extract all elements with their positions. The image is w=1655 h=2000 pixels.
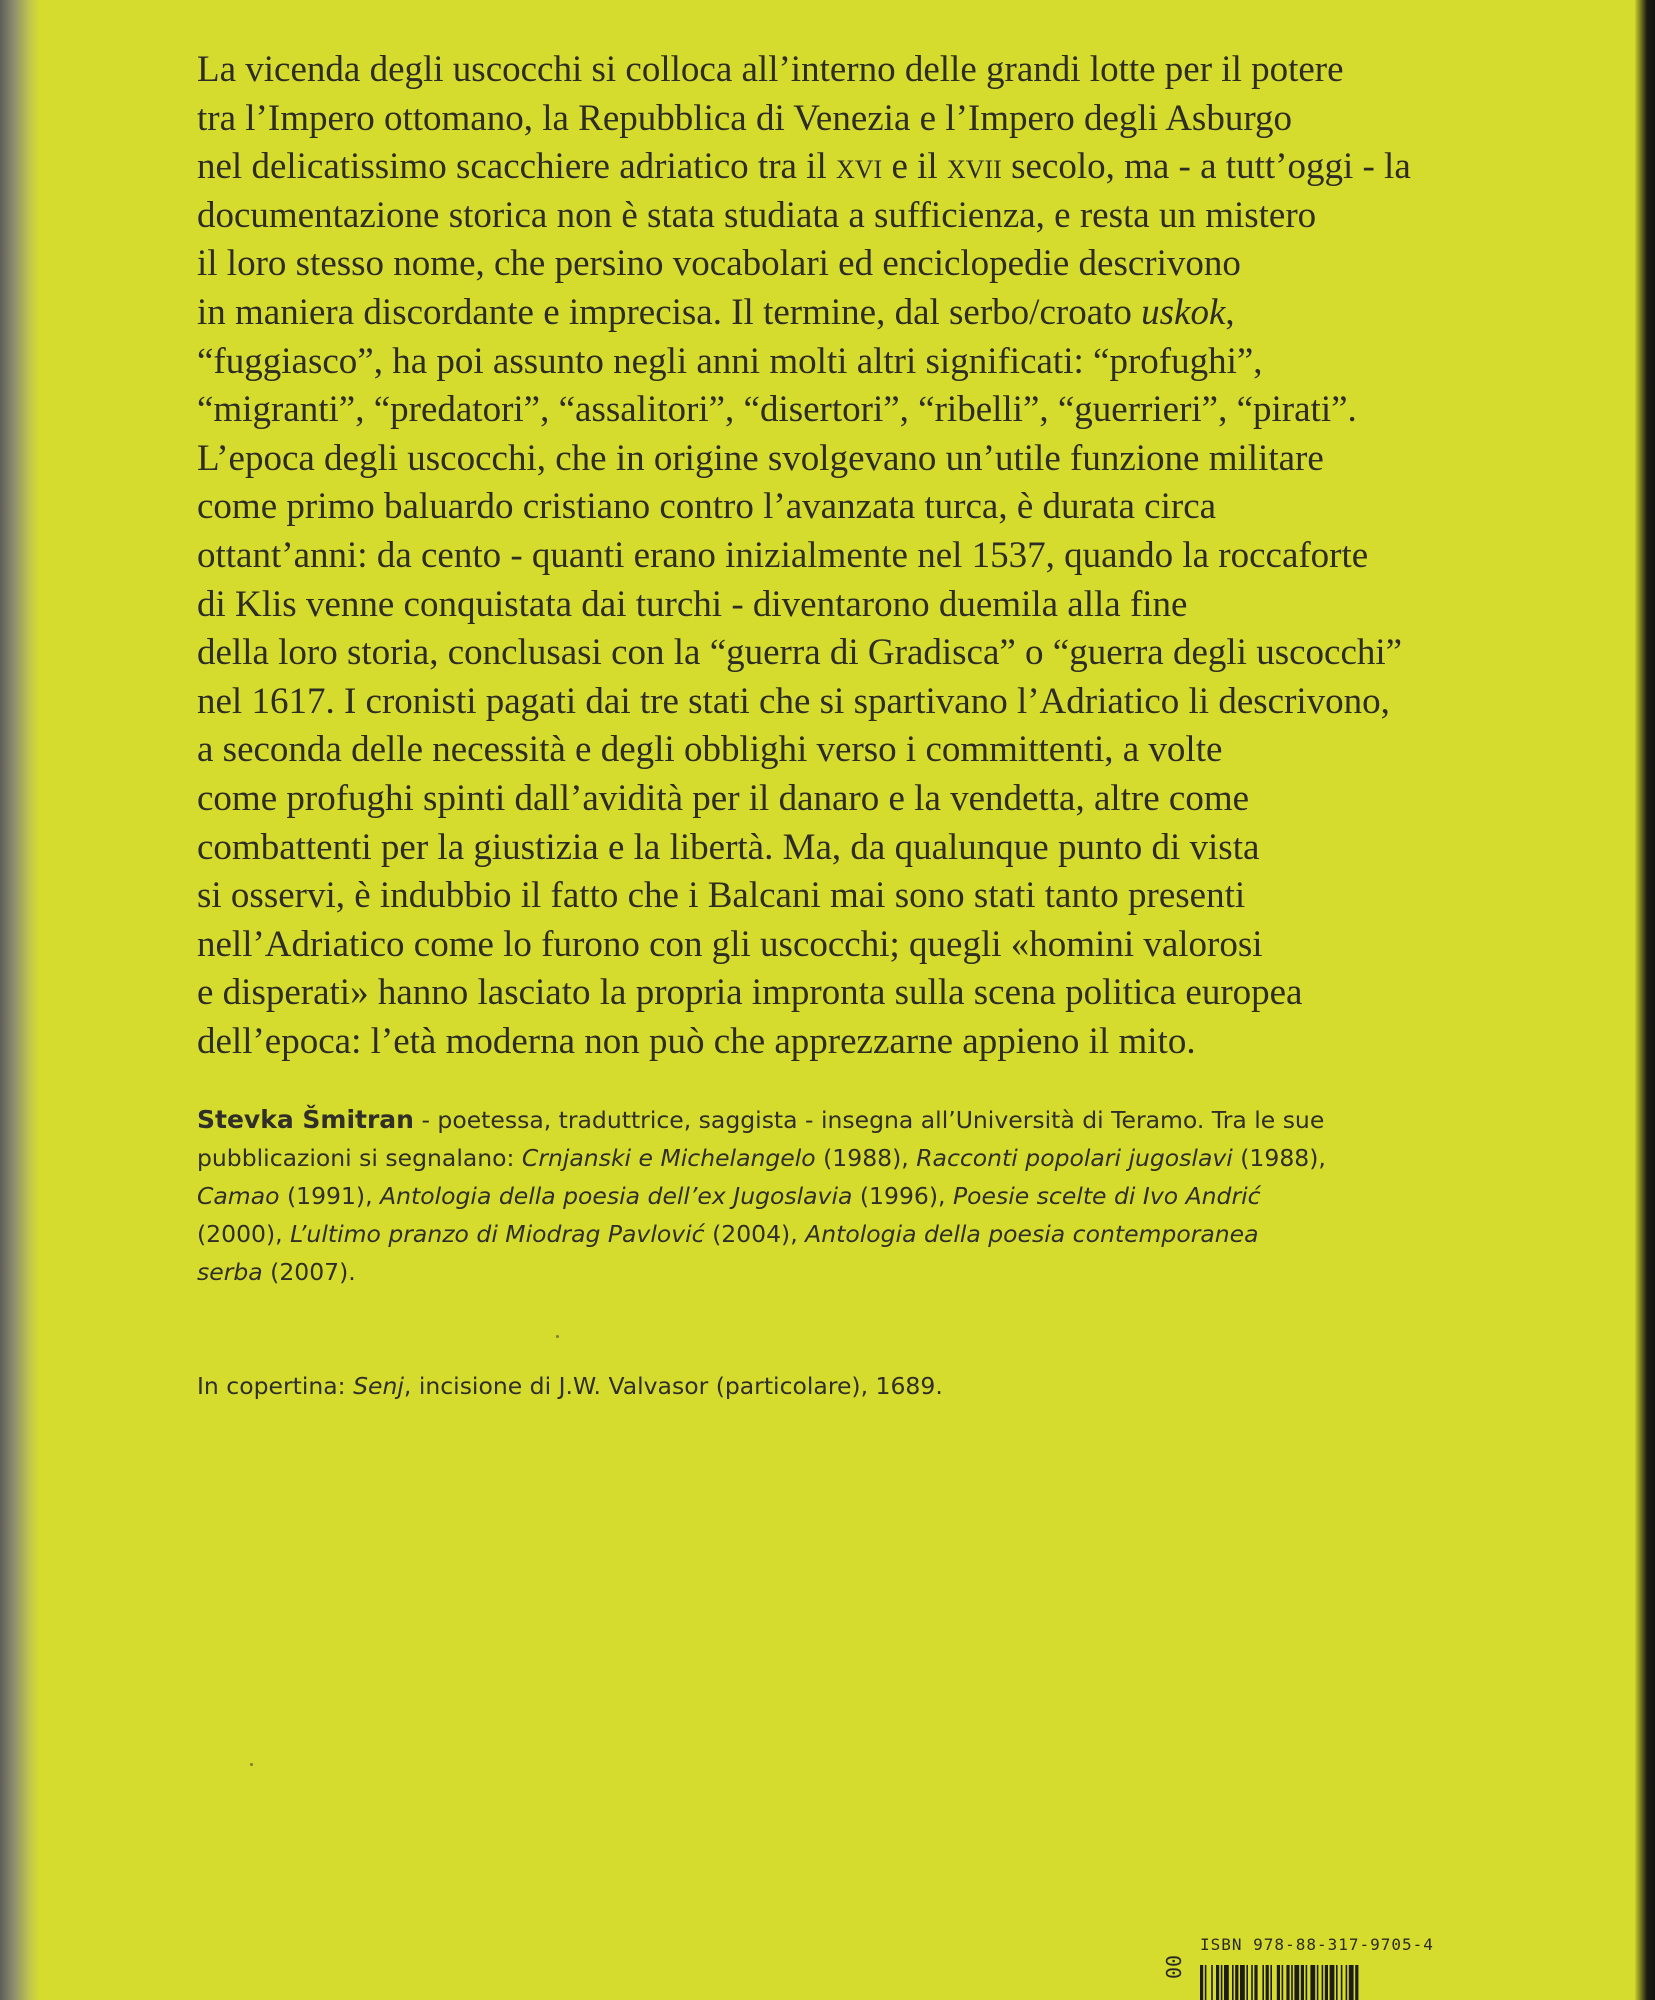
text-segment: dell’epoca: l’età moderna non può che apprezzarne appieno il mito. xyxy=(197,1020,1196,1062)
barcode-bar xyxy=(1282,1965,1284,2000)
barcode-icon xyxy=(1200,1965,1470,2000)
blurb-line xyxy=(197,1018,1517,1067)
text-segment: Racconti popolari jugoslavi xyxy=(916,1144,1233,1172)
barcode-bar xyxy=(1301,1965,1304,2000)
text-segment: (2004), xyxy=(704,1220,806,1248)
blurb-line xyxy=(197,240,1517,289)
text-segment: e disperati» hanno lasciato la propria impronta sulla scena politica europea xyxy=(197,972,1303,1014)
text-segment: di Klis venne conquistata dai turchi - diventarono duemila alla fine xyxy=(197,583,1188,625)
text-segment: il loro stesso nome, che persino vocabolari ed enciclopedie descrivono xyxy=(197,243,1241,285)
text-segment: L’epoca degli uscocchi, che in origine svolgevano un’utile funzione militare xyxy=(197,437,1324,479)
barcode-bar xyxy=(1270,1965,1272,2000)
text-segment: xvi xyxy=(836,146,883,188)
barcode-bar xyxy=(1251,1965,1253,2000)
text-segment: tra l’Impero ottomano, la Repubblica di Venezia e l’Impero degli Asburgo xyxy=(197,97,1292,139)
bio-line xyxy=(197,1177,1497,1215)
text-segment: “migranti”, “predatori”, “assalitori”, “disertori”, “ribelli”, “guerrieri”, “pirati”. xyxy=(197,389,1357,431)
blurb-line xyxy=(197,921,1517,970)
barcode-bar xyxy=(1306,1965,1308,2000)
barcode-bar xyxy=(1341,1965,1343,2000)
barcode-side-digits: 00 xyxy=(1161,1955,1185,1980)
bio-line xyxy=(197,1139,1497,1177)
blurb-line xyxy=(197,532,1517,581)
barcode-bar xyxy=(1294,1965,1299,2000)
barcode-bar xyxy=(1221,1965,1223,2000)
text-segment: serba xyxy=(197,1258,263,1286)
blurb-line xyxy=(197,678,1517,727)
text-segment: e il xyxy=(882,146,947,188)
blurb-line xyxy=(197,386,1517,435)
text-segment: pubblicazioni si segnalano: xyxy=(197,1144,522,1172)
text-segment: “fuggiasco”, ha poi assunto negli anni molti altri significati: “profughi”, xyxy=(197,340,1263,382)
barcode-bar xyxy=(1235,1965,1238,2000)
text-segment: xvii xyxy=(946,146,1002,188)
cover-edge xyxy=(1635,0,1655,2000)
text-segment: Stevka Šmitran xyxy=(197,1105,414,1134)
isbn-barcode-area xyxy=(1155,1935,1485,2000)
text-segment: - poetessa, traduttrice, saggista - insegna all’Università di Teramo. Tra le sue xyxy=(413,1106,1325,1134)
blurb-line xyxy=(197,969,1517,1018)
text-segment: a seconda delle necessità e degli obblighi verso i committenti, a volte xyxy=(197,729,1223,771)
barcode-bar xyxy=(1330,1965,1335,2000)
text-segment: L’ultimo pranzo di Miodrag Pavlović xyxy=(290,1220,705,1248)
text-segment: (1988), xyxy=(1232,1144,1326,1172)
barcode-bar xyxy=(1346,1965,1348,2000)
text-segment: (1991), xyxy=(279,1182,381,1210)
isbn-label: ISBN 978-88-317-9705-4 xyxy=(1200,1935,1434,1954)
text-segment: Crnjanski e Michelangelo xyxy=(521,1144,816,1172)
blurb-text xyxy=(197,46,1517,1066)
barcode-bar xyxy=(1211,1965,1213,2000)
text-segment: in maniera discordante e imprecisa. Il termine, dal serbo/croato xyxy=(197,291,1142,333)
blurb-line xyxy=(197,435,1517,484)
barcode-bar xyxy=(1246,1965,1248,2000)
barcode-bar xyxy=(1254,1965,1257,2000)
bio-line xyxy=(197,1215,1497,1253)
text-segment: ottant’anni: da cento - quanti erano inizialmente nel 1537, quando la roccaforte xyxy=(197,534,1369,576)
barcode-bar xyxy=(1325,1965,1328,2000)
cover-credit xyxy=(197,1367,943,1405)
barcode-bar xyxy=(1262,1965,1264,2000)
text-segment: , incisione di J.W. Valvasor (particolare), 1689. xyxy=(403,1372,943,1400)
text-segment: combattenti per la giustizia e la libertà. Ma, da qualunque punto di vista xyxy=(197,826,1260,868)
text-segment: In copertina: xyxy=(197,1372,354,1400)
barcode-bar xyxy=(1322,1965,1324,2000)
blurb-line xyxy=(197,726,1517,775)
barcode-bar xyxy=(1224,1965,1229,2000)
text-segment: documentazione storica non è stata studiata a sufficienza, e resta un mistero xyxy=(197,194,1317,236)
text-segment: La vicenda degli uscocchi si colloca all’interno delle grandi lotte per il potere xyxy=(197,49,1344,90)
text-segment: Senj xyxy=(353,1372,404,1400)
barcode-bar xyxy=(1349,1965,1354,2000)
text-segment: nell’Adriatico come lo furono con gli uscocchi; quegli «homini valorosi xyxy=(197,923,1263,965)
blurb-line xyxy=(197,581,1517,630)
barcode-bar xyxy=(1277,1965,1280,2000)
text-segment: come primo baluardo cristiano contro l’avanzata turca, è durata circa xyxy=(197,486,1217,528)
bio-line xyxy=(197,1253,1497,1291)
barcode-bar xyxy=(1205,1965,1207,2000)
barcode-bar xyxy=(1232,1965,1234,2000)
barcode-bar xyxy=(1266,1965,1269,2000)
text-segment: Antologia della poesia dell’ex Jugoslavia xyxy=(380,1182,853,1210)
text-segment: Antologia della poesia contemporanea xyxy=(805,1220,1259,1248)
blurb-line xyxy=(197,289,1517,338)
author-bio xyxy=(197,1101,1497,1291)
barcode-bar xyxy=(1355,1965,1358,2000)
text-segment: (2000), xyxy=(197,1220,291,1248)
barcode-bar xyxy=(1310,1965,1315,2000)
blurb-line xyxy=(197,629,1517,678)
barcode-bar xyxy=(1336,1965,1338,2000)
text-segment: nel 1617. I cronisti pagati dai tre stati che si spartivano l’Adriatico li descrivono, xyxy=(197,680,1390,722)
text-segment: secolo, ma - a tutt’oggi - la xyxy=(1001,146,1411,188)
text-segment: come profughi spinti dall’avidità per il danaro e la vendetta, altre come xyxy=(197,777,1250,819)
blurb-line xyxy=(197,824,1517,873)
text-segment: si osservi, è indubbio il fatto che i Balcani mai sono stati tanto presenti xyxy=(197,875,1246,917)
text-segment: Camao xyxy=(197,1182,280,1210)
barcode-bar xyxy=(1216,1965,1219,2000)
print-speck xyxy=(556,1335,559,1338)
blurb-line xyxy=(197,143,1517,192)
text-segment: , xyxy=(1225,291,1235,333)
text-segment: (1988), xyxy=(815,1144,917,1172)
barcode-bar xyxy=(1200,1965,1203,2000)
text-segment: (1996), xyxy=(852,1182,953,1210)
text-segment: della loro storia, conclusasi con la “guerra di Gradisca” o “guerra degli uscocchi” xyxy=(197,632,1403,674)
bio-line xyxy=(197,1101,1497,1139)
blurb-line xyxy=(197,338,1517,387)
barcode-bar xyxy=(1317,1965,1319,2000)
blurb-line xyxy=(197,872,1517,921)
blurb-line xyxy=(197,192,1517,241)
barcode-bar xyxy=(1291,1965,1293,2000)
blurb-line xyxy=(197,483,1517,532)
text-segment: Poesie scelte di Ivo Andrić xyxy=(952,1182,1261,1210)
print-speck xyxy=(250,1763,253,1766)
text-segment: nel delicatissimo scacchiere adriatico tra il xyxy=(197,146,836,188)
blurb-line xyxy=(197,95,1517,144)
barcode-bar xyxy=(1286,1965,1289,2000)
text-segment: uskok xyxy=(1141,291,1226,333)
text-segment: (2007). xyxy=(262,1258,356,1286)
blurb-line xyxy=(197,775,1517,824)
blurb-line xyxy=(197,46,1517,95)
book-spine-shadow xyxy=(0,0,40,2000)
barcode-bar xyxy=(1240,1965,1245,2000)
